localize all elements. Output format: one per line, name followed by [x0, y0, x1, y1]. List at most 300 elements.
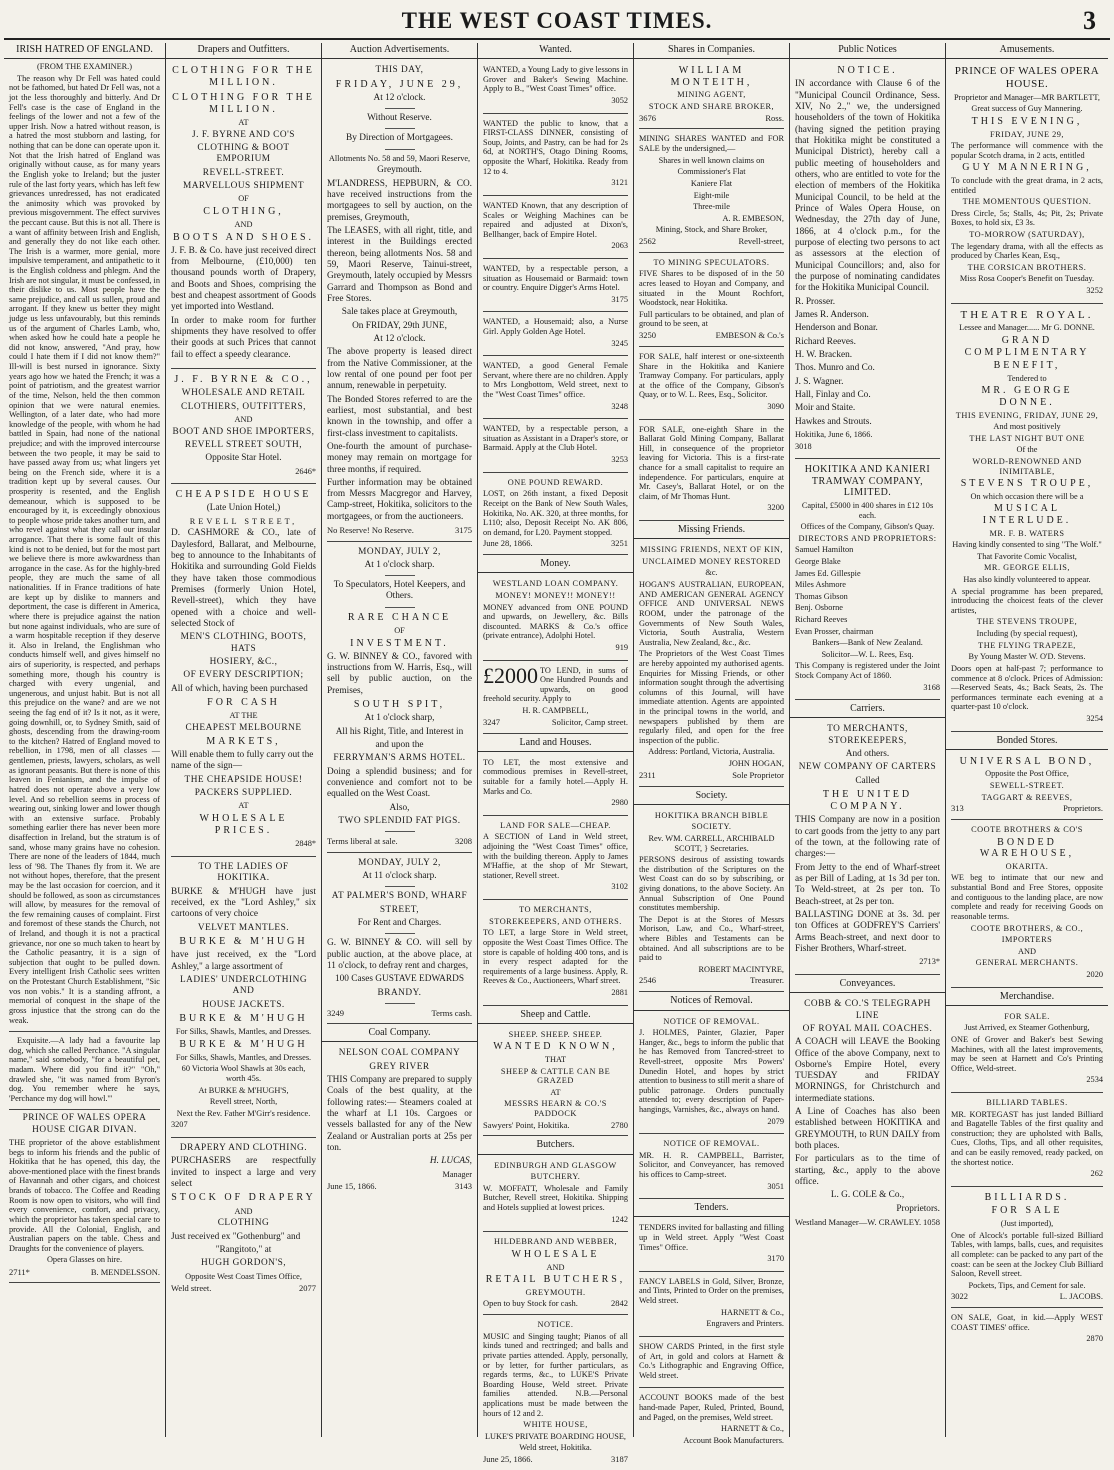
ad-ref: 2311	[639, 769, 656, 780]
ad-line: BILLIARDS.	[984, 1191, 1070, 1203]
ad-line: At 1 o'clock sharp,	[364, 713, 435, 724]
ad-ref: 3249	[327, 1007, 344, 1018]
ad-ref: 3022	[951, 1291, 968, 1302]
ad-line: 100 Cases GUSTAVE EDWARDS	[335, 974, 464, 985]
divan-title: PRINCE OF WALES OPERA HOUSE CIGAR DIVAN.	[22, 1113, 147, 1135]
ad-line: BURKE & M'HUGH	[179, 1012, 308, 1024]
ad-ref: 2848*	[295, 839, 316, 849]
section-header: Shares in Companies.	[634, 43, 789, 59]
ad-line: By Young Master W. O'D. Stevens.	[968, 652, 1086, 662]
section-header: Conveyances.	[790, 977, 945, 993]
ad-line: AND	[546, 1262, 565, 1272]
ad-body: G. W. BINNEY & CO., favored with instructions from W. Harris, Esq., will sell by public auction, on the Premises,	[327, 651, 472, 696]
ad-ref: 2711*	[9, 1266, 30, 1277]
ad-line: NELSON COAL COMPANY	[338, 1048, 461, 1059]
ad-footer	[639, 114, 784, 124]
ad-ref: 2562	[639, 235, 656, 246]
ad-line: THAT	[544, 1054, 567, 1064]
ad-line: GRAND COMPLIMENTARY	[964, 334, 1090, 358]
ad-place: Solicitor, Camp street.	[551, 716, 628, 727]
ad-line: AT	[550, 1087, 561, 1097]
ad-place: Revell-street,	[738, 235, 784, 246]
labels-ad	[639, 1274, 784, 1337]
ad-title: NOTICE OF REMOVAL.	[663, 1139, 760, 1149]
director: Richard Reeves	[795, 614, 848, 624]
ad-title: TO MINING SPECULATORS.	[653, 257, 770, 267]
ad-line: REVELL-STREET.	[202, 167, 285, 178]
ad-ref: 3175	[455, 525, 472, 536]
ad-body: THIS Company are prepared to supply Coals of the best quality, at the following rates:— Steamers coaled at the wharf at L1 10s. Cargoes or vessels ballasted for any of the New Zealand or Australian ports at 25s per ton.	[327, 1075, 472, 1154]
ad-line: COOTE BROTHERS, & CO.,	[970, 923, 1084, 933]
ad-body: IN accordance with Clause 6 of the "Municipal Council Ordinance, Sess. XIV, No 2.," we, the undersigned householders of the town of Hokitika (having signed the petition praying that Hokitika might be constituted a Municipal District), hereby call a public meeting of householders and others, who are entitled to vote for the election of members of the Hokitika Municipal Council, to be held at the Prince of Wales Opera House, on Wednesday, the 27th day of June, 1866, at 4 o'clock p.m., for the purpose of electing two persons to act as assessors at the election of Municipal Councillors; and, also for the purpose of nominating candidates for the Hokitika Municipal Council.	[795, 79, 940, 294]
signatory: Moir and Staite.	[795, 403, 856, 414]
column-2	[166, 43, 322, 1437]
ad-footer	[483, 1299, 628, 1309]
ad-body: FOR SALE, one-eighth Share in the Ballarat Gold Mining Company, Ballarat Hill, in consequence of the proprietor leaving for Victoria. This is a first-rate chance for a small capitalist to require an independence. For particulars, enquire at Mr. Casey's, Ballarat Hotel, or on the claim, of Mr Thomas Hunt.	[639, 424, 784, 501]
ad-line: HOUSE JACKETS.	[202, 999, 285, 1010]
ad-line: OF ROYAL MAIL COACHES.	[802, 1023, 933, 1034]
ad-body: To conclude with the great drama, in 2 acts, entitled	[951, 175, 1103, 195]
section-header: Money.	[478, 557, 633, 573]
ad-line: STOCK OF DRAPERY	[171, 1192, 316, 1204]
land-sale-ad	[483, 818, 628, 900]
byrne-wholesale-ad	[171, 371, 316, 484]
ad-footer	[639, 237, 784, 247]
ad-ref: 3052	[611, 96, 628, 106]
opera-house-ad	[951, 62, 1103, 303]
to-let-ad	[483, 755, 628, 816]
ad-ref: 2713*	[919, 957, 940, 967]
ad-line: TAGGART & REEVES,	[981, 792, 1073, 802]
ad-line: INVESTMENT.	[350, 637, 449, 649]
section-header: Notices of Removal.	[634, 994, 789, 1010]
ad-line: SEWELL-STREET.	[989, 780, 1065, 790]
column-6	[790, 43, 946, 1437]
ad-footer	[327, 525, 472, 535]
ad-body: WE beg to intimate that our new and substantial Bond and Free Stores, opposite and contiguous to the landing place, are now complete and ready for receiving Goods on reasonable terms.	[951, 873, 1103, 921]
sewing-machine-ad	[951, 1009, 1103, 1093]
ad-title: NOTICE.	[837, 65, 898, 77]
account-books-ad	[639, 1390, 784, 1452]
ad-ref: 2881	[611, 987, 628, 997]
ad-note: No Reserve! No Reserve.	[327, 525, 414, 536]
ad-line: WHOLESALE	[511, 1248, 600, 1260]
ad-line: On which occasion there will be a	[970, 491, 1084, 501]
ad-ref: 3247	[483, 716, 500, 727]
ad-line: MESSRS HEARN & CO.'S PADDOCK	[504, 1099, 607, 1118]
director: Samuel Hamilton	[795, 545, 854, 555]
ad-line: AT PALMER'S BOND, WHARF	[331, 891, 468, 902]
ad-body: TO LET, a large Store in Weld street, opposite the West Coast Times Office. The store is capable of holding 400 tons, and is in every respect adapted for the requirements of a large business. Apply, R. Reeves & Co., Auctioneers, Wharf street.	[483, 928, 628, 986]
gordon-ad	[171, 1140, 316, 1298]
ferryman-ad	[327, 544, 472, 853]
ad-body: The Bonded Stores referred to are the earliest, most substantial, and best known in the township, and offer a first-class investment to capitalists.	[327, 394, 472, 439]
ad-body: A SECTION of Land in Weld street, adjoining the "West Coast Times" office, with the building thereon. Apply to James M'Haffie, at the shop of Mr Stewart, stationer, Revell street.	[483, 832, 628, 880]
campbell-removal-ad	[639, 1136, 784, 1199]
ad-ref: 3250	[639, 330, 656, 341]
ad-line: OF	[238, 194, 249, 204]
ad-line: REVELL STREET SOUTH,	[184, 439, 303, 450]
ad-line: REVELL STREET,	[189, 516, 298, 526]
lend-amount: £2000	[483, 662, 538, 688]
ad-line: MINING AGENT,	[677, 90, 746, 100]
ad-body: W. MOFFATT, Wholesale and Family Butcher, Revell street, Hokitika. Shipping and Hotels supplied at lowest prices.	[483, 1183, 628, 1213]
ad-line: CHEAPSIDE HOUSE	[175, 489, 312, 501]
ad-line: OF EVERY DESCRIPTION;	[183, 670, 304, 681]
municipal-notice	[795, 62, 940, 459]
carters-ad	[795, 721, 940, 975]
signatory: Thos. Munro and Co.	[795, 363, 875, 374]
ad-ref: 1242	[611, 1214, 628, 1224]
masthead	[4, 6, 1110, 40]
ad-line: MUSICAL INTERLUDE.	[982, 503, 1072, 527]
ad-body: ON SALE, Goat, in kid.—Apply WEST COAST TIMES' office.	[951, 1313, 1103, 1332]
ad-line: THIS DAY,	[375, 65, 424, 76]
ad-line: IMPORTERS	[1001, 935, 1053, 945]
ad-footer	[483, 1121, 628, 1131]
article-source: (FROM THE EXAMINER.)	[36, 62, 133, 72]
ad-body: Doors open at half-past 7; performance to commence at 8 o'clock. Prices of Admission:—Reserved Seats, 4s.; Back Seats, 2s. The performances terminate each evening at a quarter-past 10 o'clock.	[951, 663, 1103, 712]
ad-line: WANTED KNOWN,	[493, 1041, 618, 1053]
ad-body: J. F. B. & Co. have just received direct from Melbourne, (£10,000) ten thousand pounds worth of Drapery, and Boots and Shoes, comprising the best and cheapest assortment of Goods yet imported into Westland.	[171, 245, 316, 313]
ad-line: WHOLESALE PRICES.	[199, 813, 288, 837]
ad-body: ACCOUNT BOOKS made of the best hand-made Paper, Ruled, Printed, Bound, and Paged, on the premises, Weld street.	[639, 1393, 784, 1422]
ad-line: COOTE BROTHERS & CO'S	[971, 825, 1083, 835]
ad-line: MONDAY, JULY 2,	[358, 857, 441, 868]
ad-body: Further information may be obtained from Messrs Macgregor and Harvey, Camp-street, Hokitika, solicitors to the mortgagees, or from the auctioneers.	[327, 477, 472, 522]
ad-ref: 2980	[611, 798, 628, 808]
ad-line: CLOTHIERS, OUTFITTERS,	[181, 401, 306, 412]
ad-line: VELVET MANTLES.	[197, 922, 290, 933]
ad-line: EDINBURGH AND GLASGOW	[494, 1160, 617, 1170]
ad-footer	[483, 539, 628, 549]
column-3	[322, 43, 478, 1437]
holmes-removal-ad	[639, 1014, 784, 1135]
director: Miles Ashmore	[795, 580, 846, 590]
signatory: Richard Reeves.	[795, 336, 856, 347]
ad-line: AT THE	[229, 711, 258, 721]
column-5	[634, 43, 790, 1445]
ad-body: J. HOLMES, Painter, Glazier, Paper Hanger, &c., begs to inform the public that he has Removed from Tancred-street to Revell-street, opposite Mrs Powers' Dunedin Hotel, and hopes by strict attention to business to still merit a share of public patronage. Orders punctually attended to; every description of Paper-hangings, Varnishes, &c., always on hand.	[639, 1028, 784, 1114]
ad-line: For Silks, Shawls, Mantles, and Dresses.	[175, 1052, 312, 1062]
section-header: Auction Advertisements.	[322, 43, 477, 59]
ad-title: NOTICE.	[537, 1320, 574, 1330]
ad-line: GENERAL MERCHANTS.	[975, 958, 1079, 968]
ad-date: June 15, 1866.	[327, 1181, 377, 1192]
ad-line: Three-mile	[693, 202, 730, 212]
ad-body: For particulars as to the time of starting, &c., apply to the above office.	[795, 1154, 940, 1188]
ad-line: STEVENS TROUPE,	[960, 478, 1094, 490]
signature: H. LUCAS,	[429, 1156, 472, 1167]
ad-body: WANTED, a Housemaid; also, a Nurse Girl. Apply Golden Age Hotel.	[483, 317, 628, 336]
column-1	[4, 43, 166, 1437]
ad-date: June 28, 1866.	[483, 538, 533, 549]
ad-ref: 3245	[611, 338, 628, 348]
ad-ref: 919	[615, 643, 628, 653]
director: Thomas Gibson	[795, 591, 848, 601]
ad-body: The Proprietors of the West Coast Times are hereby appointed my authorised agents. Enquiries for Missing Friends, or other information sought through the advertising columns of this Journal, will have immediate attention. Agents are appointed in the principal towns in the world, and newspapers published by them are regularly filed, and open for the free inspection of the public.	[639, 649, 784, 745]
ad-footer	[639, 331, 784, 341]
ad-body: The Depot is at the Stores of Messrs Morison, Law, and Co., Wharf-street, where Bibles and Testaments can be obtained. And all subscriptions are to be paid to	[639, 914, 784, 963]
ad-line: MEN'S CLOTHING, BOOTS, HATS	[180, 632, 307, 654]
ad-line: THE CHEAPSIDE HOUSE!	[184, 774, 303, 785]
coal-company-ad	[327, 1045, 472, 1196]
ad-ref: 2020	[1086, 969, 1103, 979]
ad-footer	[327, 836, 472, 846]
ad-line: Opposite Star Hotel.	[205, 453, 282, 464]
ad-line: THE LAST NIGHT BUT ONE	[969, 433, 1085, 443]
signature-role: Manager	[442, 1169, 472, 1179]
ad-date: June 25, 1866.	[483, 1454, 533, 1465]
ad-line: Commissioner's Flat	[677, 167, 746, 177]
ad-line: Pockets, Tips, and Cement for sale.	[968, 1280, 1086, 1290]
divan-footer	[9, 1267, 160, 1277]
ad-body: A COACH will LEAVE the Booking Office of the above Company, next to Osborne's Empire Hotel, every TUESDAY and FRIDAY MORNINGS, for Christchurch and intermediate stations.	[795, 1037, 940, 1104]
ad-line: CLOTHING FOR THE MILLION.	[172, 91, 315, 115]
section-header: Bonded Stores.	[946, 734, 1108, 750]
ad-body: G. W. BINNEY & CO. will sell by public auction, at the above place, at 11 o'clock, to defray rent and charges,	[327, 938, 472, 971]
director: Evan Prosser, chairman	[795, 626, 874, 636]
ad-body: PERSONS desirous of assisting towards the distribution of the Scriptures on the West Coast can do so by subscribing, or giving donations, to the above Society. An Annual Subscription of One Pound constitutes membership.	[639, 855, 784, 913]
section-header: Public Notices	[790, 43, 945, 59]
ad-line: OKARITA.	[1005, 861, 1049, 871]
ad-line: At 12 o'clock.	[373, 92, 426, 103]
ad-ref: 3170	[767, 1254, 784, 1264]
ad-line: AND	[234, 1206, 253, 1216]
wanted-ad	[483, 62, 628, 113]
ad-line: Weld street, Hokitika.	[519, 1443, 592, 1453]
ad-footer	[639, 976, 784, 986]
ad-line: AND	[234, 219, 253, 229]
ad-body: WANTED, a Young Lady to give lessons in Grover and Baker's Sewing Machine. Apply to B., "West Coast Times" office.	[483, 65, 628, 94]
ad-body: MUSIC and Singing taught; Pianos of all kinds tuned and rectringed; and balls and private parties attended. Apply, personally, or by letter, for further particulars, as regards terms, &c., to LUKE'S Private Boarding House, Weld street. Private families attended. N.B.—Personal applications must be made between the hours of 12 and 2.	[483, 1331, 628, 1418]
show-cards-ad	[639, 1339, 784, 1388]
signature: HARNETT & Co.,	[721, 1424, 784, 1434]
ad-body: M'LANDRESS, HEPBURN, & CO. have received instructions from the mortgagees to sell by auction, on the premises, Greymouth,	[327, 178, 472, 223]
ad-place: Sawyers' Point, Hokitika.	[483, 1119, 570, 1130]
section-header: Amusements.	[946, 43, 1108, 59]
ad-ref: 3175	[611, 294, 628, 304]
signature: EMBESON & Co.'s	[715, 330, 784, 341]
ad-line: Greymouth.	[377, 165, 422, 176]
ad-line: STREET,	[379, 904, 420, 915]
article-headline: IRISH HATRED OF ENGLAND.	[4, 43, 165, 59]
ad-line: Of the	[1016, 445, 1038, 455]
ad-title: HOKITIKA AND KANIERI TRAMWAY COMPANY, LIMITED.	[804, 464, 931, 499]
ad-body: MONEY advanced from ONE POUND and upwards, on Jewellery, &c. Bills discounted. MARKS & Co.'s office (private entrance), Adolphi Hotel.	[483, 602, 628, 641]
ad-footer	[639, 771, 784, 781]
ad-body: WANTED Known, that any description of Scales or Weighing Machines can be repaired and adjusted at Dixon's, Bellhanger, back of Empire Hotel.	[483, 200, 628, 239]
tramway-share-ad	[639, 349, 784, 420]
ad-footer	[483, 718, 628, 728]
ad-body: BALLASTING DONE at 3s. 3d. per ton Offices at GODFREY'S Carriers' Arms Beach-street, and next door to Fisher Brothers, Wharf-street.	[795, 910, 940, 955]
ad-title: BILLIARD TABLES.	[986, 1098, 1068, 1107]
signature-role: Proprietors.	[1063, 803, 1103, 814]
ad-line: WHITE HOUSE,	[523, 1420, 588, 1430]
ballarat-share-ad	[639, 422, 784, 521]
ad-body: 60 Victoria Wool Shawls at 30s each, worth 45s.	[181, 1064, 306, 1084]
ad-body: WANTED, by a respectable person, a situation as Assistant in a Draper's store, or Barmaid. Apply at the Club Hotel.	[483, 424, 628, 453]
ad-line: THEATRE ROYAL.	[960, 308, 1094, 321]
ad-ref: 3208	[455, 836, 472, 847]
ad-ref: 3253	[611, 455, 628, 465]
ad-body: HOGAN'S AUSTRALIAN, EUROPEAN, AND AMERICAN GENERAL AGENCY OFFICE AND UNIVERSAL NEWS ROOM, under the patronage of the Governments of New South Wales, Victoria, South Australia, Western Australia, New Zealand, &c., &c.	[639, 580, 784, 647]
ad-line: Has also kindly volunteered to appear.	[963, 575, 1091, 585]
signatory: Hall, Finlay and Co.	[795, 389, 871, 400]
ad-line: NEW COMPANY OF CARTERS	[798, 762, 937, 773]
signature-role: Engravers and Printers.	[706, 1319, 784, 1329]
ad-body: The legendary drama, with all the effects as produced by Charles Kean, Esq.,	[951, 241, 1103, 261]
ad-line: CLOTHING & BOOT EMPORIUM	[197, 142, 290, 165]
ad-line: SOUTH SPIT,	[353, 699, 446, 711]
ad-line: Kaniere Flat	[690, 178, 733, 188]
ad-body: In order to make room for further shipments they have resolved to offer their goods at such Prices that cannot fail to effect a speedy clearance.	[171, 315, 316, 360]
ladies-ad	[171, 859, 316, 1138]
signatory: J. S. Wagner.	[795, 376, 844, 387]
signature: L. JACOBS.	[1059, 1291, 1103, 1302]
signature-role: Proprietors.	[896, 1203, 940, 1214]
ad-line: FERRYMAN'S ARMS HOTEL.	[333, 753, 466, 764]
ad-line: CLOTHING FOR THE MILLION.	[172, 65, 315, 89]
divan-opera-glasses: Opera Glasses on hire.	[46, 1255, 123, 1265]
tenders-ad	[639, 1220, 784, 1271]
ad-line: Lessee and Manager...... Mr G. DONNE.	[959, 323, 1095, 333]
ad-line: RARE CHANCE	[347, 611, 452, 623]
ad-body: THIS Company are now in a position to cart goods from the jetty to any part of the town, at the following rate of charges:—	[795, 815, 940, 860]
ad-line: BOOTS AND SHOES.	[172, 231, 315, 243]
signatory: Henderson and Bonar.	[795, 323, 878, 334]
coote-warehouse-ad	[951, 822, 1103, 988]
ad-ref: 2780	[611, 1119, 628, 1130]
goat-sale-ad	[951, 1310, 1103, 1351]
ad-line: STOCK AND SHARE BROKER,	[648, 101, 775, 111]
column-4	[478, 43, 634, 1465]
ad-line: At BURKE & M'HUGH'S,	[198, 1085, 289, 1095]
ad-line: Solicitor—W. L. Rees, Esq.	[821, 649, 914, 659]
ad-body: MR. H. R. CAMPBELL, Barrister, Solicitor, and Conveyancer, has removed his offices to Camp-street.	[639, 1150, 784, 1180]
ad-body: FOR SALE, half interest or one-sixteenth Share in the Hokitika and Kaniere Tramway Company. For particulars, apply at the office of the Company, Gibson's Quay, or to W. L. Rees, Esq., Solicitor.	[639, 351, 784, 400]
ad-line: Revell street, North,	[209, 1097, 278, 1107]
signatory: H. W. Bracken.	[795, 349, 853, 360]
ad-line: UNIVERSAL BOND,	[959, 755, 1095, 767]
ad-title: FOR SALE.	[1004, 1011, 1050, 1021]
ad-footer	[951, 804, 1103, 814]
ad-body: WANTED, a good General Female Servant, where there are no children. Apply to Mrs Longbottom, Weld street, next to the "West Coast Times" office.	[483, 361, 628, 400]
ad-body: Sale takes place at Greymouth,	[341, 307, 458, 318]
cigar-divan-ad	[9, 1109, 160, 1283]
ad-line: All his Right, Title, and Interest in	[335, 726, 464, 737]
ad-body: One-fourth the amount of purchase-money may remain on mortgage for three months, if required.	[327, 441, 472, 475]
reward-ad	[483, 475, 628, 556]
ad-line: BONDED WAREHOUSE,	[979, 836, 1075, 860]
bible-society-ad	[639, 808, 784, 993]
signature: HARNETT & Co.,	[721, 1307, 784, 1317]
ad-body: ONE of Grover and Baker's best Sewing Machines, with all the latest improvements, may be seen at Harnett and Co's Printing Office, Weld-street.	[951, 1034, 1103, 1073]
ad-line: BOOT AND SHOE IMPORTERS,	[172, 426, 315, 437]
ad-note: Open to buy Stock for cash.	[483, 1298, 578, 1309]
theatre-royal-ad	[951, 306, 1103, 732]
butchers-ad	[483, 1234, 628, 1315]
ad-body: Shares in well known claims on	[658, 155, 765, 165]
ad-ref: 3143	[455, 1181, 472, 1192]
section-header: Society.	[634, 789, 789, 805]
ad-footer	[327, 1181, 472, 1191]
ad-body: The above property is leased direct from the Native Commissioner, at the low rental of one pound per foot per annum, renewable in perpetuity.	[327, 347, 472, 392]
ad-footer	[171, 1283, 316, 1293]
ad-line: At 11 o'clock sharp.	[362, 870, 437, 881]
ad-line: By Direction of Mortgagees.	[346, 133, 453, 144]
ad-line: Allotments No. 58 and 59, Maori Reserve,	[328, 153, 471, 163]
ad-footer	[483, 1455, 628, 1465]
ad-line: WILLIAM MONTEITH,	[670, 65, 753, 88]
ad-body: TO LEND, in sums of One Hundred Pounds and upwards, on good freehold security. Apply to	[483, 665, 628, 704]
signatory: Hawkes and Strouts.	[795, 416, 872, 427]
column-7	[946, 43, 1108, 1437]
ad-line: At 12 o'clock.	[373, 333, 426, 344]
wanted-ad	[483, 314, 628, 356]
ad-title: STOREKEEPERS, AND OTHERS.	[489, 916, 622, 926]
ad-ref: 3252	[1086, 286, 1103, 296]
ad-line: To Speculators, Hotel Keepers, and Others.	[333, 580, 466, 602]
ad-note: Terms liberal at sale.	[327, 836, 398, 847]
mortgagee-sale-ad	[327, 62, 472, 541]
ad-line: MISSING FRIENDS, NEXT OF KIN,	[640, 545, 783, 555]
ad-body: Dress Circle, 5s; Stalls, 4s; Pit, 2s; Private Boxes, to hold six, £3 3s.	[951, 208, 1103, 228]
ad-line: BENEFIT,	[993, 360, 1061, 372]
ad-line: THIS EVENING, FRIDAY, JUNE 29,	[955, 410, 1099, 420]
ad-body: LOST, on 26th instant, a fixed Deposit Receipt on the Bank of New South Wales, Hokitika, No. AK. 320, at three months, for L110; also, Deposit Receipt No. AK 806, on demand, for L20. Payment stopped.	[483, 489, 628, 537]
ad-ref: 2079	[767, 1116, 784, 1126]
ad-line: FRIDAY, JUNE 29,	[990, 129, 1064, 139]
ad-line: BURKE & M'HUGH	[179, 936, 308, 948]
ad-ref: 1058	[923, 1217, 940, 1228]
ad-line: And most positively	[993, 422, 1061, 432]
ad-line: PACKERS SUPPLIED.	[194, 788, 293, 799]
ad-ref: 3254	[1086, 713, 1103, 723]
ad-line: MONDAY, JULY 2,	[358, 546, 441, 557]
ad-body: D. CASHMORE & CO., late of Daylesford, Ballarat, and Melbourne, beg to announce to the Inhabitants of Hokitika and surrounding Gold Fields they have taken those commodious Premises (formerly Union Hotel, Revell-street), which they have opened with a choice and well-selected Stock of	[171, 528, 316, 629]
section-header: Butchers.	[478, 1138, 633, 1154]
section-header: Merchandise.	[946, 990, 1108, 1006]
ad-line: On FRIDAY, 29th JUNE,	[352, 320, 447, 331]
ad-line: THE UNITED COMPANY.	[822, 789, 913, 813]
ad-body: Just received ex "Gothenburg" and	[171, 1231, 301, 1242]
ad-line: J. F. BYRNE & CO.,	[174, 374, 313, 386]
ad-line: MONEY! MONEY!! MONEY!!	[495, 591, 616, 600]
lend-ad	[483, 663, 628, 734]
ad-body: All of which, having been purchased	[171, 683, 308, 694]
ad-line: Next the Rev. Father M'Girr's residence.	[176, 1108, 311, 1118]
ad-line: HOSIERY, &C.,	[209, 656, 278, 667]
ad-ref: 262	[1090, 1169, 1103, 1179]
ad-line: Great success of Guy Mannering.	[971, 104, 1083, 114]
ad-title: HILDEBRAND AND WEBBER,	[493, 1237, 618, 1247]
ad-line: GUY MANNERING,	[962, 162, 1092, 174]
ad-line: For Silks, Shawls, Mantles, and Dresses.	[175, 1027, 312, 1037]
ad-ref: 2842	[611, 1298, 628, 1309]
ad-body: Having kindly consented to sing "The Wolf."	[952, 540, 1102, 550]
ad-line: HOKITIKA BRANCH BIBLE	[654, 810, 769, 820]
ad-line: BURKE & M'HUGH	[179, 1038, 308, 1050]
ad-line: DIRECTORS AND PROPRIETORS:	[798, 533, 937, 543]
signature: ROBERT MACINTYRE,	[698, 964, 784, 974]
ad-line: MR. GEORGE DONNE.	[981, 385, 1073, 408]
section-header: Drapers and Outfitters.	[166, 43, 321, 59]
ad-line: (Just imported),	[1000, 1219, 1054, 1229]
ad-line: Tendered to	[1007, 373, 1047, 383]
section-header: Sheep and Cattle.	[478, 1008, 633, 1024]
ad-line: WORLD-RENOWNED AND INIMITABLE,	[972, 457, 1082, 476]
